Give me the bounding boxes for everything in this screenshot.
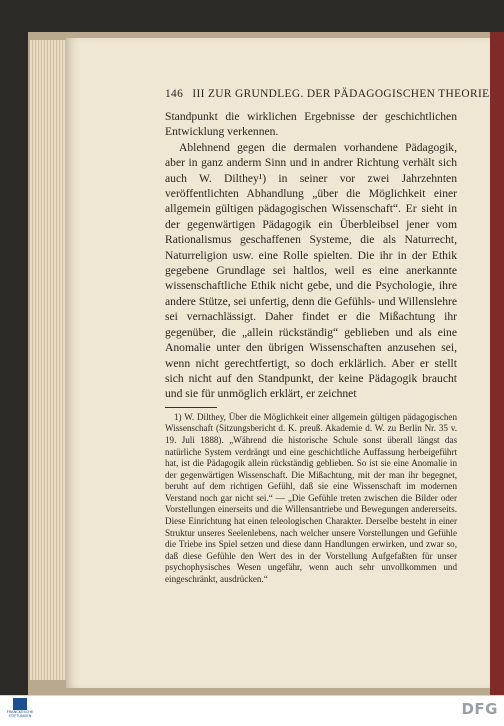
running-header <box>165 88 490 100</box>
francke-logo-text-1: FRANCKESCHE <box>6 710 34 714</box>
book-spine <box>490 32 504 695</box>
paragraph: Ablehnend gegen die dermalen vorhandene Pädagogik, aber in ganz anderm Sinn und in andrer Richtung verhält sich auch W. Dilthey¹) in seiner vor zwei Jahrzehnten veröffentlichten Abhandlung „über die Möglichkeit einer allgemein gültigen pädagogischen Wissenschaft“. Er sieht in der gegenwärtigen Pädagogik ein Überbleibsel jener vom Rationalismus geschaffenen Systeme, die als Naturrecht, Naturreligion usw. eine Rolle spielten. Die ihr in der Ethik gegebene Grundlage sei haltlos, weil es eine anerkannte wissenschaftliche Ethik nicht gebe, und die Psychologie, ihre andere Stütze, sei unfertig, denn die Gefühls- und Willenslehre sei vernachlässigt. Daher findet er die Mißachtung ihr gegenüber, die „allein rückständig“ geblieben und als eine Anomalie unter den übrigen Wissenschaften anzusehen sei, wenn nicht gerechtfertigt, so doch erklärlich. Aber er stellt sich nicht auf den Standpunkt, der keine Pädagogik braucht und sie für unmöglich erklärt, er zeichnet <box>165 140 457 401</box>
francke-logo-icon <box>13 698 27 710</box>
page-content <box>165 88 490 586</box>
dfg-logo[interactable]: DFG <box>461 700 498 718</box>
footnote-text: 1) W. Dilthey, Über die Möglichkeit einer allgemein gültigen pädagogischen Wissenschaft (Sitzungsbericht d. K. preuß. Akademie d. W. zu Berlin Nr. 35 v. 19. Juli 1888). „Während die historische Schule sonst überall längst das natürliche System verdrängt und eine geschichtliche Auffassung herbeigeführt hat, ist die Pädagogik allein rückständig geblieben. So ist sie eine Anomalie in der gegenwärtigen Wissenschaft. Die Mißachtung, mit der man ihr begegnet, beruht auf dem richtigen Gefühl, daß sie eine Wissenschaft im modernen Verstand noch gar nicht sei.“ — „Die Gefühle treten zwischen die Bilder oder Vorstellungen einerseits und die Willensantriebe und Bewegungen andererseits. Diese Einrichtung hat einen teleologischen Charakter. Derselbe besteht in einer Struktur unseres Seelenlebens, nach welcher unsere Vorstellungen und Gefühle die Triebe ins Spiel setzen und diese dann Handlungen erwirken, und zwar so, daß diese Gefühle den Wert des in der Vorstellung Aufgefaßten für unser psychophysisches Wesen ungefähr, wenn auch sehr unvollkommen und eingeschränkt, ausdrücken.“ <box>165 411 457 585</box>
page-edges <box>30 40 70 680</box>
francke-logo-text-2: STIFTUNGEN <box>8 714 32 719</box>
running-title: III ZUR GRUNDLEG. DER PÄDAGOGISCHEN THEORIE <box>192 88 490 100</box>
body-text <box>165 109 457 402</box>
francke-logo[interactable] <box>5 698 35 724</box>
footnote-rule <box>165 407 217 408</box>
page-number: 146 <box>165 88 184 100</box>
viewer-footer-bar <box>0 695 504 726</box>
footnote <box>165 412 457 586</box>
paragraph: Standpunkt die wirklichen Ergebnisse der geschichtlichen Entwicklung verkennen. <box>165 110 457 139</box>
